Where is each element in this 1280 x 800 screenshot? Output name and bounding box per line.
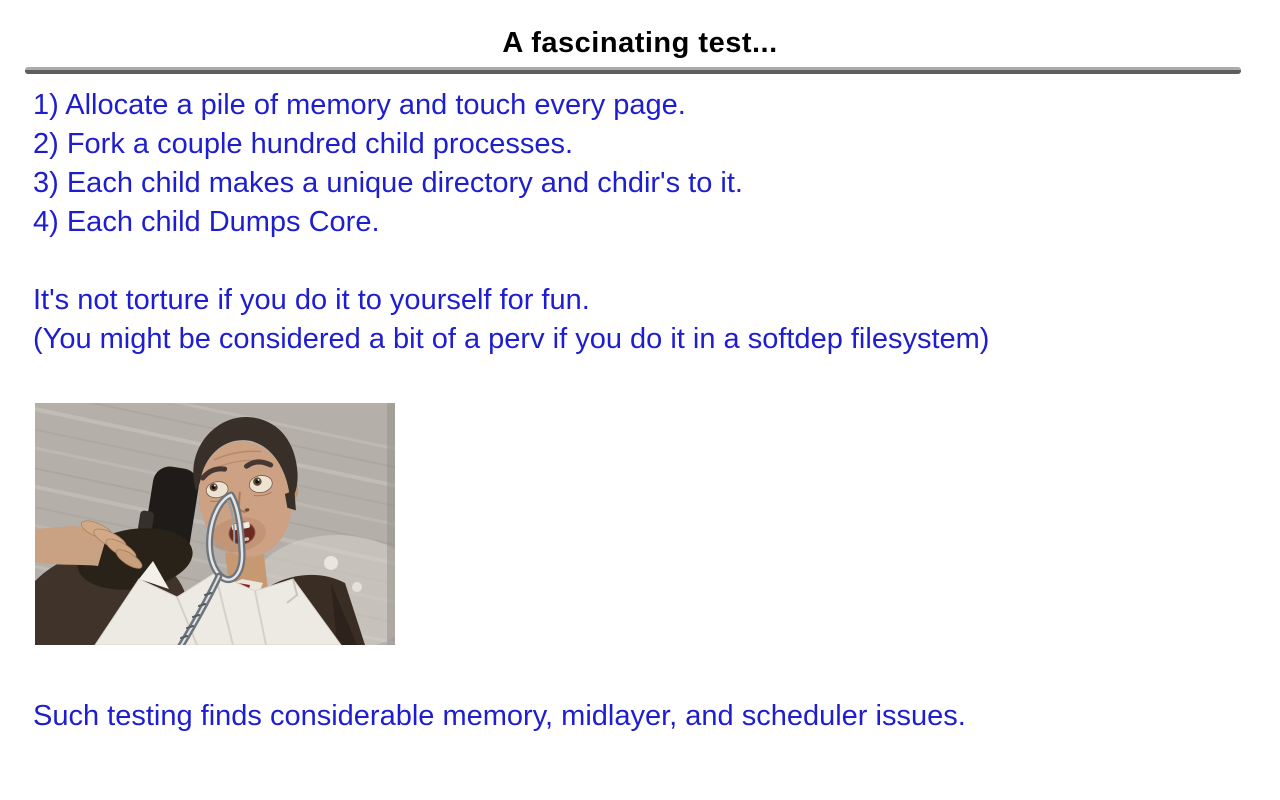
step-line-1: 1) Allocate a pile of memory and touch every page. [33, 89, 686, 121]
dentist-chair-photo [35, 403, 395, 645]
dentist-chair-photo-illustration [35, 403, 395, 645]
slide-title: A fascinating test... [502, 27, 778, 59]
conclusion-line: Such testing finds considerable memory, midlayer, and scheduler issues. [33, 700, 966, 732]
title-divider-rule [25, 67, 1241, 74]
presentation-slide [0, 26, 1280, 800]
slide-body [33, 86, 1280, 736]
commentary-line-1: It's not torture if you do it to yourself for fun. [33, 284, 590, 316]
step-line-2: 2) Fork a couple hundred child processes. [33, 128, 574, 160]
step-line-4: 4) Each child Dumps Core. [33, 206, 380, 238]
commentary-line-2: (You might be considered a bit of a perv if you do it in a softdep filesystem) [33, 323, 990, 355]
step-line-3: 3) Each child makes a unique directory and chdir's to it. [33, 167, 743, 199]
